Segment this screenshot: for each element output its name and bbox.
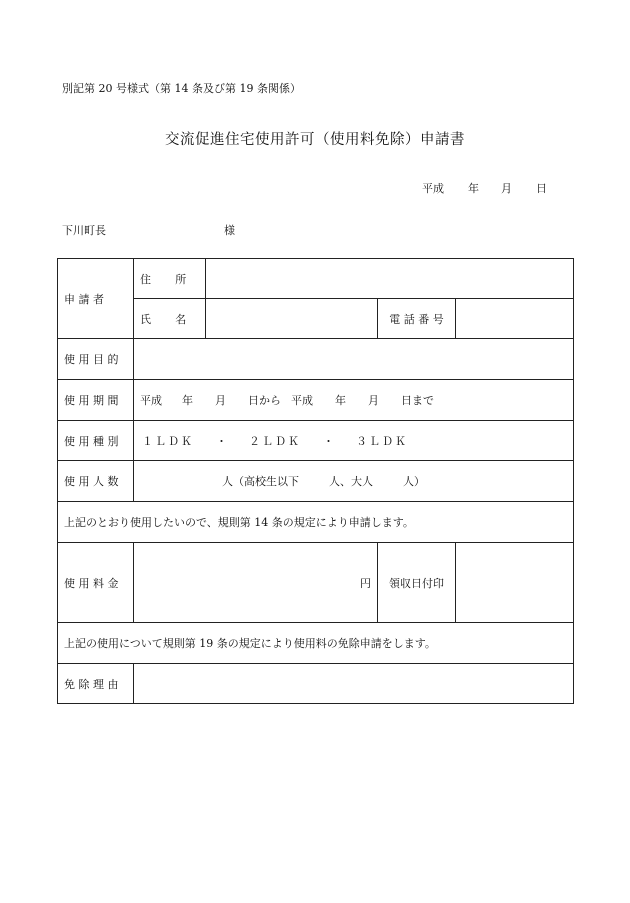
- name-field[interactable]: [206, 299, 378, 339]
- fee-label: 使 用 料 金: [58, 543, 134, 623]
- purpose-label: 使 用 目 的: [58, 339, 134, 380]
- period-start-suffix: 日から: [248, 394, 281, 407]
- applicant-label: 申 請 者: [58, 259, 134, 339]
- type-option-2ldk[interactable]: ２ＬＤＫ: [249, 434, 301, 448]
- period-start-month: 月: [215, 394, 226, 407]
- period-end-year: 年: [335, 394, 346, 407]
- persons-unit-end: 人）: [403, 475, 425, 488]
- period-field[interactable]: [134, 380, 574, 421]
- purpose-field[interactable]: [134, 339, 574, 380]
- form-reference: 別記第 20 号様式（第 14 条及び第 19 条関係）: [62, 82, 301, 95]
- type-separator-1: ・: [216, 434, 227, 448]
- recipient-honorific: 様: [224, 224, 235, 237]
- persons-label: 使 用 人 数: [58, 461, 134, 502]
- type-option-1ldk[interactable]: １ＬＤＫ: [142, 434, 194, 448]
- name-row: [58, 299, 574, 339]
- receipt-stamp-field[interactable]: [456, 543, 574, 623]
- phone-field[interactable]: [456, 299, 574, 339]
- type-option-3ldk[interactable]: ３ＬＤＫ: [356, 434, 408, 448]
- persons-unit-adult: 人、大人: [329, 475, 373, 488]
- name-label: 氏 名: [134, 299, 206, 339]
- application-form-table: [57, 258, 574, 704]
- type-label: 使 用 種 別: [58, 421, 134, 461]
- period-end-era: 平成: [291, 394, 313, 407]
- address-label: 住 所: [134, 259, 206, 299]
- period-start-year: 年: [182, 394, 193, 407]
- fee-row: [58, 543, 574, 623]
- exemption-field[interactable]: [134, 664, 574, 704]
- address-row: [58, 259, 574, 299]
- statement-1: 上記のとおり使用したいので、規則第 14 条の規定により申請します。: [58, 502, 574, 543]
- receipt-label: 領収日付印: [378, 543, 456, 623]
- type-row: [58, 421, 574, 461]
- statement-2-row: [58, 623, 574, 664]
- period-start-era: 平成: [140, 394, 162, 407]
- period-end-month: 月: [368, 394, 379, 407]
- fee-unit: 円: [360, 576, 371, 590]
- date-era: 平成: [422, 182, 444, 195]
- fee-field[interactable]: [134, 543, 378, 623]
- recipient-line: [62, 222, 235, 238]
- persons-unit-total: 人（高校生以下: [222, 475, 299, 488]
- persons-row: [58, 461, 574, 502]
- statement-1-row: [58, 502, 574, 543]
- recipient-name: 下川町長: [62, 224, 106, 237]
- period-label: 使 用 期 間: [58, 380, 134, 421]
- phone-label: 電 話 番 号: [378, 299, 456, 339]
- date-month: 月: [501, 182, 512, 195]
- type-separator-2: ・: [323, 434, 334, 448]
- persons-field[interactable]: [134, 461, 574, 502]
- exemption-row: [58, 664, 574, 704]
- period-end-suffix: 日まで: [401, 394, 434, 407]
- period-row: [58, 380, 574, 421]
- purpose-row: [58, 339, 574, 380]
- date-line: [422, 180, 547, 196]
- date-day: 日: [536, 182, 547, 195]
- date-year: 年: [468, 182, 479, 195]
- address-field[interactable]: [206, 259, 574, 299]
- document-title: 交流促進住宅使用許可（使用料免除）申請書: [165, 132, 465, 148]
- statement-2: 上記の使用について規則第 19 条の規定により使用料の免除申請をします。: [58, 623, 574, 664]
- exemption-label: 免 除 理 由: [58, 664, 134, 704]
- type-field[interactable]: [134, 421, 574, 461]
